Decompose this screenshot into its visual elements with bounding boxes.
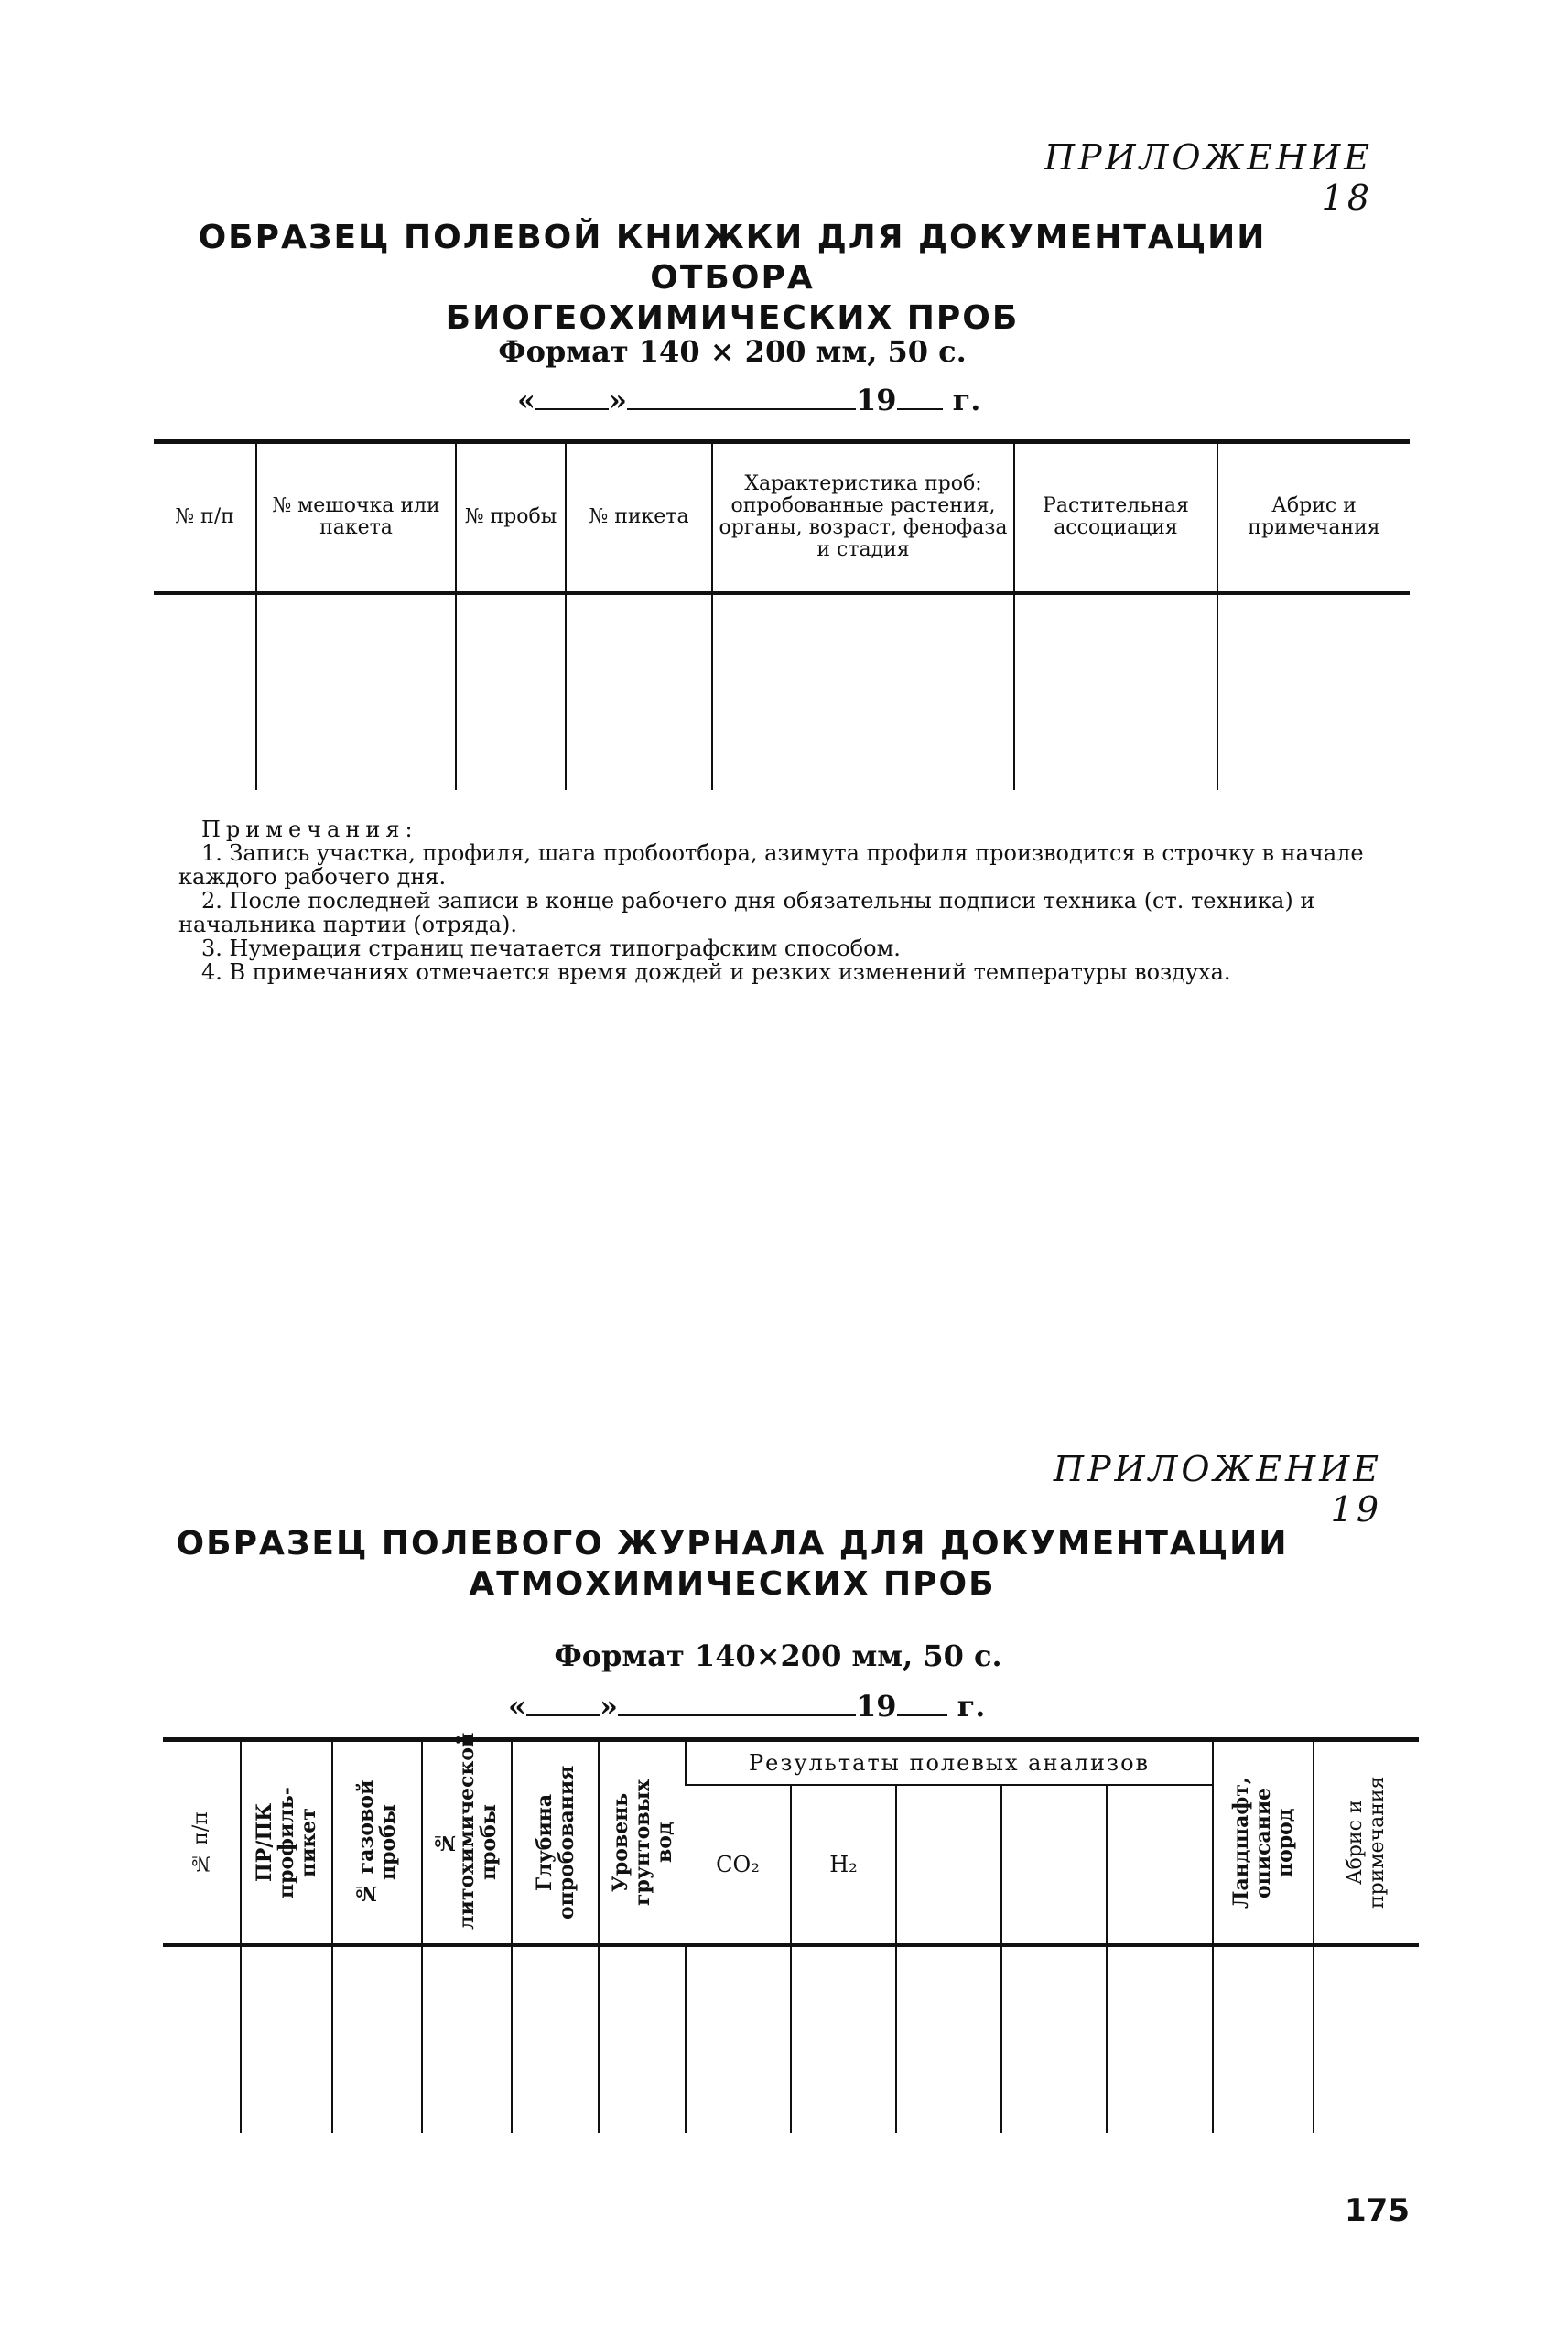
- date-close-quote: »: [609, 383, 627, 417]
- col-sketch-notes: Абрис и примечания: [1217, 442, 1410, 593]
- appendix-18-label: ПРИЛОЖЕНИЕ 18: [1044, 137, 1373, 218]
- col-result-blank: [896, 1785, 1001, 1945]
- col-litho-sample-number: № литохимической пробы: [422, 1740, 512, 1946]
- format-text: Формат 140 × 200 мм, 50 с.: [498, 334, 967, 369]
- date-open-quote: «: [508, 1689, 526, 1724]
- month-blank: [627, 384, 856, 410]
- appendix-19-label: ПРИЛОЖЕНИЕ 19: [1053, 1449, 1382, 1530]
- notes-block: [178, 817, 1419, 984]
- page-number: 175: [1345, 2192, 1410, 2229]
- year-blank: [897, 384, 943, 410]
- note-item: 3. Нумерация страниц печатается типографским способом.: [201, 935, 901, 961]
- table-row: [154, 593, 1410, 790]
- title-line-2: БИОГЕОХИМИЧЕСКИХ ПРОБ: [445, 299, 1020, 337]
- year-suffix: г.: [952, 383, 981, 417]
- col-number: № п/п: [189, 1811, 212, 1875]
- col-number: № п/п: [175, 505, 234, 529]
- date-line: [517, 383, 980, 417]
- col-co2: CO₂: [716, 1852, 760, 1877]
- col-landscape: Ландшафт, описание пород: [1213, 1740, 1314, 1946]
- col-picket-number: № пикета: [566, 442, 712, 593]
- note-item: 4. В примечаниях отмечается время дождей и резких изменений температуры воздуха.: [201, 959, 1231, 985]
- date-line: [508, 1689, 985, 1724]
- col-result-blank: [1107, 1785, 1213, 1945]
- year-suffix: г.: [957, 1689, 986, 1724]
- results-group-header: Результаты полевых анализов: [686, 1740, 1213, 1786]
- date-close-quote: »: [600, 1689, 618, 1724]
- appendix-19-title: [137, 1524, 1327, 1605]
- notes-heading: Примечания:: [201, 816, 418, 842]
- title-line-1: ОБРАЗЕЦ ПОЛЕВОГО ЖУРНАЛА ДЛЯ ДОКУМЕНТАЦИИ: [176, 1525, 1289, 1563]
- note-item: 1. Запись участка, профиля, шага пробоотбора, азимута профиля производится в строчку в начале каждого рабочего дня.: [178, 840, 1364, 890]
- year-prefix: 19: [856, 383, 897, 417]
- col-sampling-depth: Глубина опробования: [512, 1740, 599, 1946]
- day-blank: [526, 1691, 600, 1716]
- appendix-18-title: [137, 218, 1327, 339]
- field-journal-table: [163, 1732, 1419, 2133]
- table-row: [163, 1945, 1419, 2133]
- date-open-quote: «: [517, 383, 535, 417]
- year-blank: [897, 1691, 947, 1716]
- col-plant-association: Растительная ассоциация: [1014, 442, 1217, 593]
- title-line-2: АТМОХИМИЧЕСКИХ ПРОБ: [469, 1565, 996, 1603]
- col-sample-characteristics: Характеристика проб: опробованные растения, органы, возраст, фенофаза и стадия: [712, 442, 1014, 593]
- col-result-blank: [1001, 1785, 1107, 1945]
- month-blank: [618, 1691, 856, 1716]
- col-sample-number: № пробы: [456, 442, 566, 593]
- field-book-table: [154, 439, 1410, 790]
- format-text: Формат 140×200 мм, 50 с.: [554, 1638, 1002, 1673]
- year-prefix: 19: [856, 1689, 897, 1724]
- col-h2: H₂: [791, 1785, 896, 1945]
- col-sketch-notes: Абрис и примечания: [1314, 1740, 1419, 1946]
- col-gas-sample-number: № газовой пробы: [332, 1740, 422, 1946]
- col-profile-picket: ПР/ПК профиль-пикет: [241, 1740, 332, 1946]
- title-line-1: ОБРАЗЕЦ ПОЛЕВОЙ КНИЖКИ ДЛЯ ДОКУМЕНТАЦИИ ОТБОРА: [198, 219, 1267, 297]
- col-groundwater-level: Уровень грунтовых вод: [599, 1740, 686, 1946]
- note-item: 2. После последней записи в конце рабочего дня обязательны подписи техника (ст. техника) и начальника партии (отряда).: [178, 888, 1315, 937]
- col-bag-number: № мешочка или пакета: [256, 442, 456, 593]
- day-blank: [535, 384, 609, 410]
